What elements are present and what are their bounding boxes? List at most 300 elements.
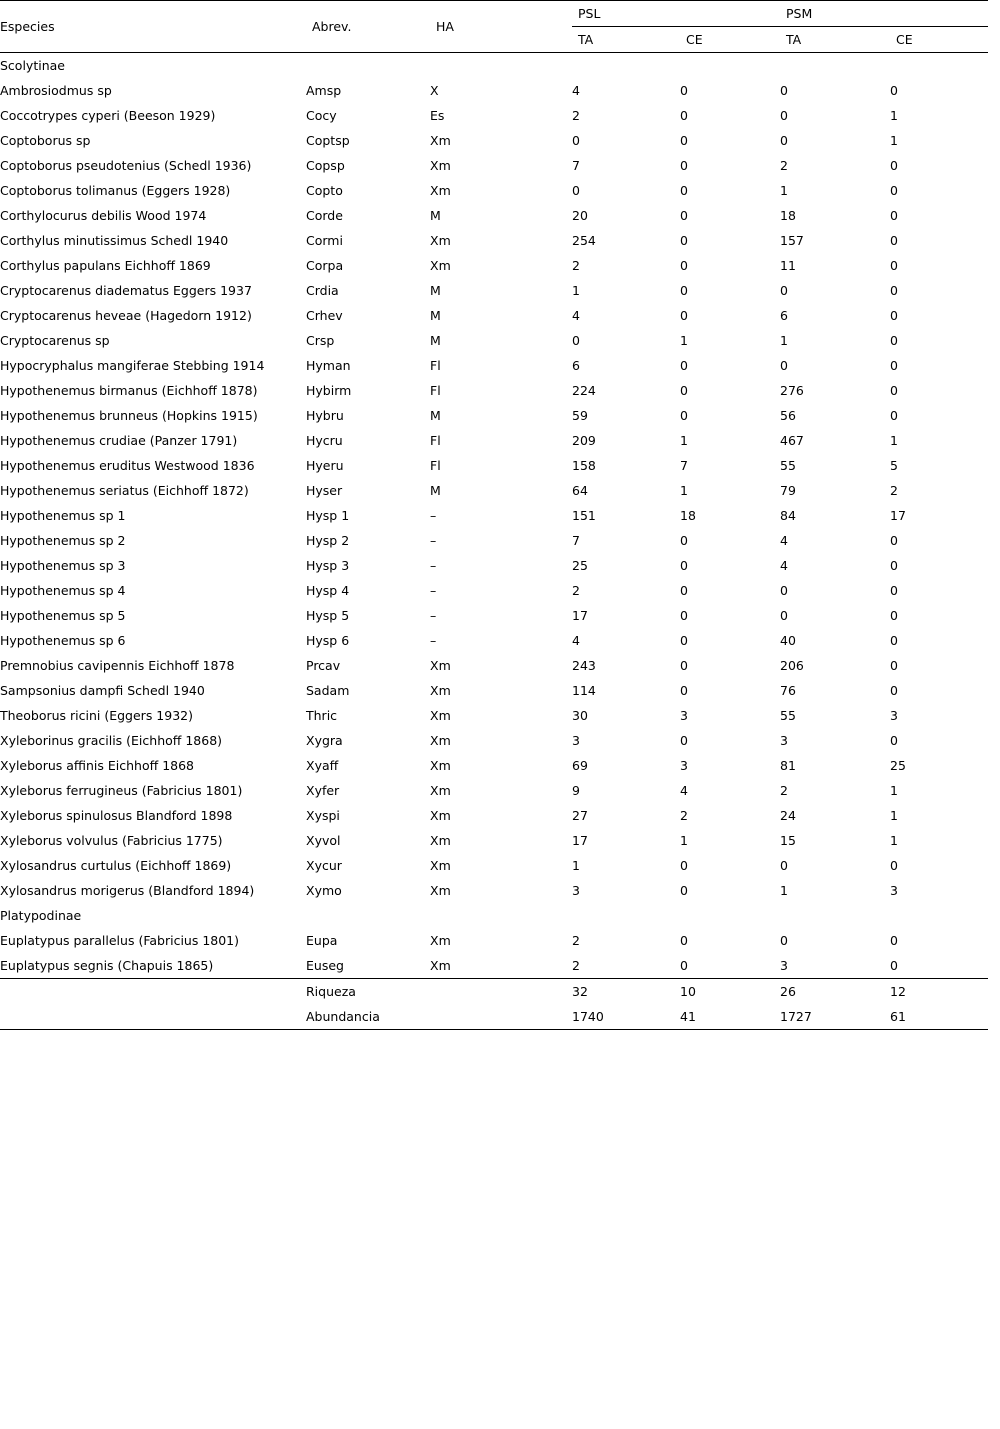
- rule-segment: [0, 1030, 306, 1031]
- cell-psm-ta: 3: [780, 733, 788, 748]
- cell-psl-ce: 3: [680, 708, 688, 723]
- cell-psm-ce: 0: [890, 383, 898, 398]
- cell-psl-ta: 2: [572, 933, 580, 948]
- cell-species: Hypothenemus sp 1: [0, 508, 126, 523]
- subfamily-label: Platypodinae: [0, 908, 82, 923]
- cell-psm-ce: 2: [890, 483, 898, 498]
- cell-psm-ce: 1: [890, 808, 898, 823]
- cell-abrev: Xyvol: [306, 833, 341, 848]
- cell-psl-ta: 243: [572, 658, 596, 673]
- cell-psl-ce: 0: [680, 608, 688, 623]
- cell-psm-ta: 0: [780, 358, 788, 373]
- cell-abrev: Crhev: [306, 308, 343, 323]
- cell-abrev: Prcav: [306, 658, 341, 673]
- cell-psm-ce: 0: [890, 158, 898, 173]
- cell-psm-ce: 0: [890, 208, 898, 223]
- table-row: [0, 703, 988, 728]
- cell-abrev: Cormi: [306, 233, 343, 248]
- cell-abrev: Eupa: [306, 933, 338, 948]
- subfamily-row: [0, 53, 988, 78]
- cell-psm-ta: 0: [780, 608, 788, 623]
- cell-psl-ta: 69: [572, 758, 588, 773]
- rule-segment: [572, 1030, 680, 1031]
- cell-psl-ta: 1: [572, 858, 580, 873]
- cell-psl-ta: 7: [572, 533, 580, 548]
- cell-psm-ta: 3: [780, 958, 788, 973]
- cell-psl-ta: 224: [572, 383, 596, 398]
- summary-abundancia-psm-ce: 61: [890, 1009, 906, 1024]
- cell-ha: Xm: [430, 258, 451, 273]
- cell-abrev: Xyfer: [306, 783, 340, 798]
- cell-psm-ce: 0: [890, 83, 898, 98]
- cell-psm-ta: 206: [780, 658, 804, 673]
- table-row: [0, 453, 988, 478]
- table-row: [0, 678, 988, 703]
- column-header-psl-ta: TA: [578, 32, 594, 47]
- cell-psl-ce: 0: [680, 533, 688, 548]
- cell-ha: Xm: [430, 758, 451, 773]
- summary-riqueza-psl-ta: 32: [572, 984, 588, 999]
- cell-ha: Fl: [430, 433, 441, 448]
- table-row: [0, 503, 988, 528]
- cell-species: Xyleborus ferrugineus (Fabricius 1801): [0, 783, 243, 798]
- cell-psl-ce: 1: [680, 483, 688, 498]
- cell-species: Xylosandrus morigerus (Blandford 1894): [0, 883, 255, 898]
- cell-psm-ta: 40: [780, 633, 796, 648]
- cell-psm-ce: 3: [890, 708, 898, 723]
- cell-ha: Xm: [430, 658, 451, 673]
- cell-psl-ta: 3: [572, 733, 580, 748]
- cell-ha: Xm: [430, 158, 451, 173]
- summary-blank-ha: [430, 1004, 572, 1030]
- cell-psl-ce: 0: [680, 233, 688, 248]
- rule-segment: [780, 1030, 890, 1031]
- table-row: [0, 403, 988, 428]
- cell-ha: –: [430, 583, 437, 598]
- cell-species: Euplatypus segnis (Chapuis 1865): [0, 958, 214, 973]
- cell-psm-ta: 4: [780, 533, 788, 548]
- cell-abrev: Xycur: [306, 858, 342, 873]
- cell-species: Xyleborus volvulus (Fabricius 1775): [0, 833, 223, 848]
- cell-psl-ta: 9: [572, 783, 580, 798]
- cell-psl-ce: 7: [680, 458, 688, 473]
- cell-psm-ce: 0: [890, 408, 898, 423]
- summary-riqueza-psm-ta: 26: [780, 984, 796, 999]
- summary-row-abundancia: [0, 1004, 988, 1030]
- cell-abrev: Hysp 3: [306, 558, 350, 573]
- table-row: [0, 153, 988, 178]
- cell-psm-ta: 157: [780, 233, 804, 248]
- table-row: [0, 203, 988, 228]
- cell-psm-ta: 0: [780, 933, 788, 948]
- cell-psm-ce: 0: [890, 958, 898, 973]
- cell-psm-ta: 0: [780, 83, 788, 98]
- cell-psl-ta: 3: [572, 883, 580, 898]
- cell-abrev: Hyser: [306, 483, 343, 498]
- cell-species: Ambrosiodmus sp: [0, 83, 112, 98]
- cell-psm-ta: 55: [780, 458, 796, 473]
- cell-abrev: [306, 53, 430, 78]
- table-row: [0, 328, 988, 353]
- table-row: [0, 278, 988, 303]
- table-bottom-rule: [0, 1030, 988, 1031]
- summary-abundancia-psl-ta: 1740: [572, 1009, 604, 1024]
- cell-psm-ce: 0: [890, 308, 898, 323]
- summary-abundancia-psm-ta: 1727: [780, 1009, 812, 1024]
- cell-psl-ta: 30: [572, 708, 588, 723]
- table-row: [0, 828, 988, 853]
- cell-psl-ce: 3: [680, 758, 688, 773]
- cell-psl-ce: 0: [680, 83, 688, 98]
- cell-psm-ta: 84: [780, 508, 796, 523]
- cell-psl-ce: 0: [680, 208, 688, 223]
- summary-abundancia-psl-ce: 41: [680, 1009, 696, 1024]
- table-row: [0, 803, 988, 828]
- cell-psl-ta: 64: [572, 483, 588, 498]
- cell-psl-ce: 0: [680, 133, 688, 148]
- cell-species: Cryptocarenus sp: [0, 333, 110, 348]
- cell-psm-ce: 0: [890, 333, 898, 348]
- cell-species: Xyleborus affinis Eichhoff 1868: [0, 758, 195, 773]
- cell-ha: Fl: [430, 458, 441, 473]
- table-row: [0, 128, 988, 153]
- cell-psm-ce: 0: [890, 558, 898, 573]
- cell-psl-ta: 2: [572, 258, 580, 273]
- cell-psl-ce: [680, 903, 780, 928]
- cell-ha: –: [430, 508, 437, 523]
- cell-species: Xyleborinus gracilis (Eichhoff 1868): [0, 733, 223, 748]
- cell-abrev: Xygra: [306, 733, 343, 748]
- cell-species: Corthylus minutissimus Schedl 1940: [0, 233, 229, 248]
- cell-psl-ta: 7: [572, 158, 580, 173]
- cell-ha: [430, 53, 572, 78]
- cell-species: Cryptocarenus heveae (Hagedorn 1912): [0, 308, 252, 323]
- cell-psm-ce: 5: [890, 458, 898, 473]
- cell-abrev: Crdia: [306, 283, 339, 298]
- cell-psm-ta: 276: [780, 383, 804, 398]
- table-row: [0, 653, 988, 678]
- cell-ha: –: [430, 558, 437, 573]
- summary-row-riqueza: [0, 979, 988, 1004]
- cell-abrev: Copsp: [306, 158, 345, 173]
- cell-abrev: Xyspi: [306, 808, 340, 823]
- cell-species: Hypothenemus sp 5: [0, 608, 126, 623]
- cell-abrev: Copto: [306, 183, 343, 198]
- cell-psm-ta: [780, 53, 890, 78]
- header-group-row: [0, 1, 988, 27]
- table-row: [0, 528, 988, 553]
- cell-species: Hypothenemus sp 2: [0, 533, 126, 548]
- table-body: [0, 53, 988, 979]
- cell-psm-ce: 0: [890, 258, 898, 273]
- cell-psm-ta: 18: [780, 208, 796, 223]
- cell-psl-ce: 0: [680, 258, 688, 273]
- cell-abrev: Hysp 5: [306, 608, 350, 623]
- summary-blank-cell: [0, 1004, 306, 1030]
- cell-psl-ce: 0: [680, 883, 688, 898]
- cell-psl-ta: [572, 53, 680, 78]
- cell-ha: M: [430, 308, 441, 323]
- cell-psl-ta: 114: [572, 683, 596, 698]
- cell-ha: Xm: [430, 933, 451, 948]
- cell-psm-ta: 79: [780, 483, 796, 498]
- cell-psl-ta: 59: [572, 408, 588, 423]
- cell-species: Theoborus ricini (Eggers 1932): [0, 708, 193, 723]
- cell-ha: Es: [430, 108, 445, 123]
- summary-label-abundancia: Abundancia: [306, 1009, 380, 1024]
- summary-label-riqueza: Riqueza: [306, 984, 356, 999]
- cell-psl-ta: 4: [572, 633, 580, 648]
- cell-psl-ce: 0: [680, 308, 688, 323]
- table-row: [0, 578, 988, 603]
- summary-blank-ha: [430, 979, 572, 1004]
- cell-ha: Xm: [430, 808, 451, 823]
- cell-abrev: Hyeru: [306, 458, 344, 473]
- cell-psl-ta: 2: [572, 958, 580, 973]
- cell-species: Hypothenemus sp 4: [0, 583, 126, 598]
- cell-ha: Xm: [430, 883, 451, 898]
- table-row: [0, 878, 988, 903]
- cell-psm-ta: 11: [780, 258, 796, 273]
- cell-psl-ce: 0: [680, 958, 688, 973]
- cell-psm-ce: 0: [890, 733, 898, 748]
- cell-ha: Xm: [430, 183, 451, 198]
- cell-ha: Xm: [430, 708, 451, 723]
- cell-psl-ce: 1: [680, 433, 688, 448]
- cell-abrev: Hysp 2: [306, 533, 350, 548]
- table-row: [0, 303, 988, 328]
- cell-psm-ce: 3: [890, 883, 898, 898]
- cell-psm-ta: 1: [780, 183, 788, 198]
- cell-ha: Xm: [430, 733, 451, 748]
- cell-psm-ta: 467: [780, 433, 804, 448]
- cell-species: Coccotrypes cyperi (Beeson 1929): [0, 108, 216, 123]
- cell-ha: Xm: [430, 958, 451, 973]
- cell-psl-ta: 1: [572, 283, 580, 298]
- cell-ha: –: [430, 533, 437, 548]
- cell-abrev: Coptsp: [306, 133, 350, 148]
- table-row: [0, 728, 988, 753]
- cell-psm-ce: 17: [890, 508, 906, 523]
- cell-psm-ta: 15: [780, 833, 796, 848]
- cell-psl-ce: 0: [680, 858, 688, 873]
- cell-species: Coptoborus tolimanus (Eggers 1928): [0, 183, 231, 198]
- cell-abrev: Hycru: [306, 433, 343, 448]
- cell-psm-ce: 0: [890, 858, 898, 873]
- cell-psm-ta: 6: [780, 308, 788, 323]
- cell-psm-ce: [890, 903, 988, 928]
- table-row: [0, 928, 988, 953]
- cell-psl-ce: 4: [680, 783, 688, 798]
- table-row: [0, 353, 988, 378]
- cell-psm-ta: 1: [780, 883, 788, 898]
- cell-species: Hypothenemus crudiae (Panzer 1791): [0, 433, 238, 448]
- cell-species: Hypothenemus sp 6: [0, 633, 126, 648]
- cell-psl-ta: 4: [572, 308, 580, 323]
- cell-species: Euplatypus parallelus (Fabricius 1801): [0, 933, 240, 948]
- cell-ha: X: [430, 83, 439, 98]
- cell-psl-ce: 18: [680, 508, 696, 523]
- cell-ha: Xm: [430, 833, 451, 848]
- cell-abrev: Corpa: [306, 258, 344, 273]
- summary-riqueza-psl-ce: 10: [680, 984, 696, 999]
- cell-psl-ce: 0: [680, 183, 688, 198]
- cell-psm-ta: 0: [780, 583, 788, 598]
- cell-abrev: Hybirm: [306, 383, 352, 398]
- cell-abrev: Hysp 6: [306, 633, 350, 648]
- cell-abrev: Sadam: [306, 683, 350, 698]
- cell-psl-ta: 158: [572, 458, 596, 473]
- cell-psl-ce: 0: [680, 933, 688, 948]
- rule-segment: [890, 1030, 988, 1031]
- table-foot: [0, 979, 988, 1031]
- summary-riqueza-psm-ce: 12: [890, 984, 906, 999]
- rule-segment: [430, 1030, 572, 1031]
- table-row: [0, 603, 988, 628]
- cell-psm-ta: 0: [780, 283, 788, 298]
- subfamily-label: Scolytinae: [0, 58, 65, 73]
- cell-species: Hypocryphalus mangiferae Stebbing 1914: [0, 358, 265, 373]
- table-row: [0, 553, 988, 578]
- cell-psm-ce: 0: [890, 933, 898, 948]
- cell-species: Corthylocurus debilis Wood 1974: [0, 208, 207, 223]
- cell-psm-ce: 0: [890, 233, 898, 248]
- table-head: [0, 1, 988, 54]
- cell-ha: M: [430, 483, 441, 498]
- cell-abrev: Corde: [306, 208, 343, 223]
- cell-abrev: Crsp: [306, 333, 335, 348]
- cell-ha: M: [430, 283, 441, 298]
- column-header-psm-ce: CE: [896, 32, 913, 47]
- cell-ha: M: [430, 333, 441, 348]
- cell-ha: Xm: [430, 233, 451, 248]
- cell-ha: –: [430, 608, 437, 623]
- table-row: [0, 178, 988, 203]
- column-group-header-psm: PSM: [780, 1, 988, 27]
- cell-species: Sampsonius dampfi Schedl 1940: [0, 683, 205, 698]
- cell-abrev: Hybru: [306, 408, 344, 423]
- cell-psm-ta: 2: [780, 158, 788, 173]
- cell-psm-ce: 1: [890, 133, 898, 148]
- cell-psl-ta: 254: [572, 233, 596, 248]
- cell-psm-ce: 1: [890, 783, 898, 798]
- cell-psm-ta: [780, 903, 890, 928]
- cell-psm-ta: 1: [780, 333, 788, 348]
- cell-psl-ce: 0: [680, 583, 688, 598]
- cell-psl-ta: 209: [572, 433, 596, 448]
- cell-abrev: Xymo: [306, 883, 342, 898]
- cell-psl-ce: 0: [680, 633, 688, 648]
- cell-psl-ta: 6: [572, 358, 580, 373]
- cell-psl-ta: [572, 903, 680, 928]
- cell-psm-ta: 76: [780, 683, 796, 698]
- column-group-header-psl: PSL: [572, 1, 780, 27]
- cell-species: Coptoborus pseudotenius (Schedl 1936): [0, 158, 252, 173]
- cell-species: Hypothenemus brunneus (Hopkins 1915): [0, 408, 258, 423]
- table-row: [0, 78, 988, 103]
- cell-abrev: Hysp 4: [306, 583, 350, 598]
- cell-abrev: Hysp 1: [306, 508, 350, 523]
- column-header-psl-ce: CE: [686, 32, 703, 47]
- cell-psl-ta: 2: [572, 108, 580, 123]
- table-row: [0, 753, 988, 778]
- cell-psm-ce: 0: [890, 533, 898, 548]
- cell-psm-ta: 56: [780, 408, 796, 423]
- cell-abrev: Xyaff: [306, 758, 339, 773]
- cell-ha: [430, 903, 572, 928]
- rule-segment: [680, 1030, 780, 1031]
- cell-psm-ce: 0: [890, 583, 898, 598]
- cell-psm-ce: 0: [890, 658, 898, 673]
- table-row: [0, 253, 988, 278]
- table-row: [0, 103, 988, 128]
- cell-psm-ce: 0: [890, 358, 898, 373]
- cell-psm-ce: 1: [890, 833, 898, 848]
- cell-psl-ce: 1: [680, 833, 688, 848]
- cell-psm-ta: 0: [780, 133, 788, 148]
- cell-ha: M: [430, 408, 441, 423]
- subfamily-row: [0, 903, 988, 928]
- cell-species: Xylosandrus curtulus (Eichhoff 1869): [0, 858, 232, 873]
- cell-psl-ta: 0: [572, 183, 580, 198]
- column-header-species: Especies: [0, 1, 306, 53]
- cell-psm-ta: 2: [780, 783, 788, 798]
- cell-psm-ce: 1: [890, 108, 898, 123]
- cell-abrev: Euseg: [306, 958, 344, 973]
- cell-psl-ce: 0: [680, 558, 688, 573]
- cell-species: Premnobius cavipennis Eichhoff 1878: [0, 658, 235, 673]
- column-header-ha: HA: [430, 1, 572, 53]
- cell-psm-ce: 0: [890, 283, 898, 298]
- cell-ha: –: [430, 633, 437, 648]
- cell-psl-ce: 0: [680, 283, 688, 298]
- cell-psl-ta: 0: [572, 133, 580, 148]
- table-row: [0, 428, 988, 453]
- cell-abrev: Hyman: [306, 358, 351, 373]
- table-row: [0, 778, 988, 803]
- cell-species: Hypothenemus eruditus Westwood 1836: [0, 458, 255, 473]
- cell-psl-ce: 1: [680, 333, 688, 348]
- cell-ha: Fl: [430, 383, 441, 398]
- cell-psm-ce: 0: [890, 683, 898, 698]
- cell-psm-ce: [890, 53, 988, 78]
- cell-ha: M: [430, 208, 441, 223]
- table-row: [0, 953, 988, 979]
- cell-abrev: [306, 903, 430, 928]
- cell-psl-ta: 151: [572, 508, 596, 523]
- cell-psl-ta: 4: [572, 83, 580, 98]
- cell-species: Hypothenemus sp 3: [0, 558, 126, 573]
- cell-ha: Xm: [430, 133, 451, 148]
- cell-psm-ta: 0: [780, 108, 788, 123]
- cell-psl-ta: 17: [572, 608, 588, 623]
- cell-ha: Xm: [430, 683, 451, 698]
- cell-psl-ta: 17: [572, 833, 588, 848]
- cell-psl-ta: 2: [572, 583, 580, 598]
- cell-psl-ce: [680, 53, 780, 78]
- table-row: [0, 853, 988, 878]
- cell-psm-ce: 0: [890, 608, 898, 623]
- column-header-abrev: Abrev.: [306, 1, 430, 53]
- cell-species: Corthylus papulans Eichhoff 1869: [0, 258, 211, 273]
- cell-psm-ce: 25: [890, 758, 906, 773]
- cell-psm-ta: 81: [780, 758, 796, 773]
- table-row: [0, 228, 988, 253]
- summary-blank-cell: [0, 979, 306, 1004]
- cell-psl-ta: 25: [572, 558, 588, 573]
- rule-segment: [306, 1030, 430, 1031]
- cell-species: Coptoborus sp: [0, 133, 91, 148]
